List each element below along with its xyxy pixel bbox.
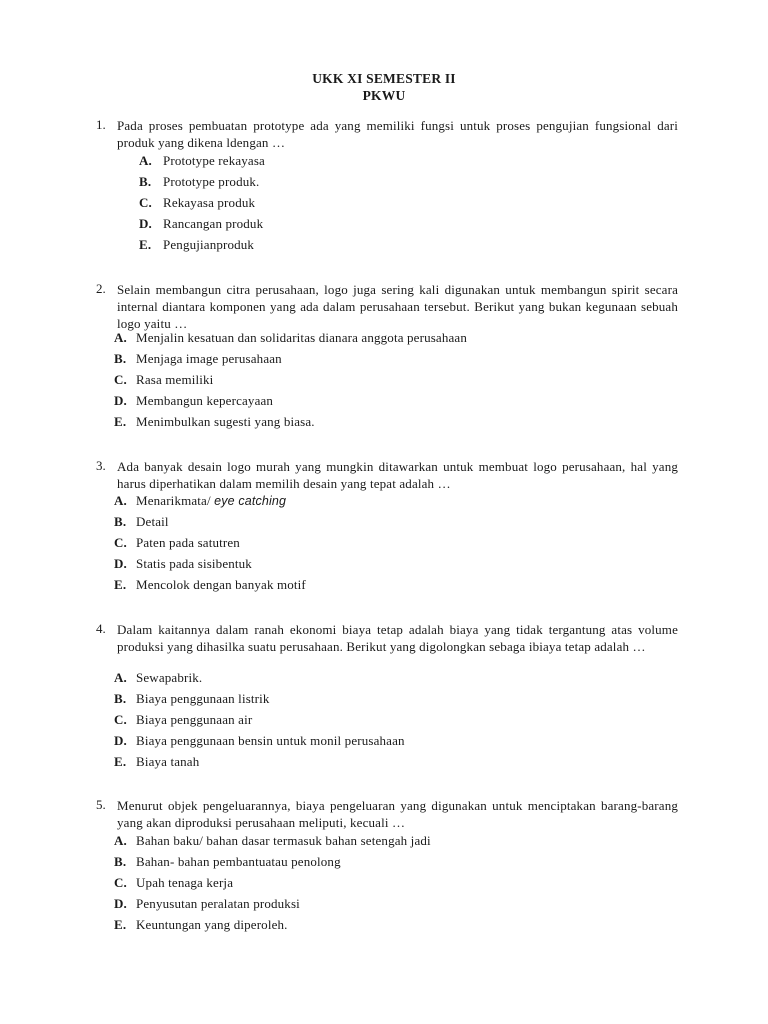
option-text: Menjalin kesatuan dan solidaritas dianara anggota perusahaan (136, 330, 467, 345)
option-letter: E. (114, 917, 127, 932)
option-text: Statis pada sisibentuk (136, 556, 252, 571)
option-letter: A. (114, 493, 127, 508)
question-text: Selain membangun citra perusahaan, logo juga sering kali digunakan untuk membangun spirit secara internal diantara komponen yang ada dalam perusahaan tersebut. Berikut yang bukan kegunaan sebuah logo yaitu … (117, 282, 678, 331)
option-text: Menarikmata/ (136, 493, 215, 508)
option-letter: C. (114, 712, 127, 727)
option-text: Sewapabrik. (136, 670, 203, 685)
option-letter: B. (114, 351, 127, 366)
option-d[interactable] (114, 896, 300, 912)
option-a[interactable] (114, 330, 467, 346)
option-letter: B. (114, 854, 127, 869)
option-e[interactable] (114, 577, 306, 593)
question-text: Dalam kaitannya dalam ranah ekonomi biaya tetap adalah biaya yang tidak tergantung atas volume produksi yang dihasilka suatu perusahaan. Berikut yang digolongkan sebaga ibiaya tetap adalah … (117, 622, 678, 654)
option-a[interactable] (139, 153, 265, 169)
option-b[interactable] (114, 854, 341, 870)
option-text: Detail (136, 514, 169, 529)
option-text: Bahan baku/ bahan dasar termasuk bahan setengah jadi (136, 833, 431, 848)
option-letter: C. (114, 535, 127, 550)
option-letter: A. (139, 153, 152, 168)
option-c[interactable] (114, 712, 252, 728)
option-text: Biaya penggunaan air (136, 712, 253, 727)
option-text-italic: eye catching (214, 494, 287, 508)
option-c[interactable] (114, 372, 213, 388)
option-text: Mencolok dengan banyak motif (136, 577, 306, 592)
option-b[interactable] (139, 174, 259, 190)
option-text: Menjaga image perusahaan (136, 351, 282, 366)
option-c[interactable] (114, 875, 233, 891)
option-letter: D. (114, 556, 127, 571)
exam-title: UKK XI SEMESTER II (312, 71, 456, 86)
option-text: Keuntungan yang diperoleh. (136, 917, 288, 932)
option-text: Upah tenaga kerja (136, 875, 234, 890)
option-text: Rancangan produk (163, 216, 264, 231)
option-letter: E. (114, 414, 127, 429)
option-letter: A. (114, 670, 127, 685)
option-letter: C. (114, 372, 127, 387)
option-b[interactable] (114, 351, 282, 367)
question-number: 2. (96, 281, 106, 296)
option-letter: D. (114, 896, 127, 911)
option-letter: E. (139, 237, 152, 252)
question-text: Ada banyak desain logo murah yang mungkin ditawarkan untuk membuat logo perusahaan, hal yang harus diperhatikan dalam memilih desain yang tepat adalah … (117, 459, 678, 491)
option-letter: C. (139, 195, 152, 210)
option-text: Prototype produk. (163, 174, 260, 189)
option-text: Rekayasa produk (163, 195, 256, 210)
option-d[interactable] (114, 733, 405, 749)
option-b[interactable] (114, 691, 270, 707)
option-a[interactable] (114, 670, 202, 686)
option-e[interactable] (139, 237, 254, 253)
option-letter: D. (114, 393, 127, 408)
option-text: Paten pada satutren (136, 535, 240, 550)
option-d[interactable] (114, 393, 273, 409)
option-text: Penyusutan peralatan produksi (136, 896, 300, 911)
option-text: Biaya penggunaan bensin untuk monil perusahaan (136, 733, 405, 748)
question-text: Pada proses pembuatan prototype ada yang memiliki fungsi untuk proses pengujian fungsional dari produk yang dikena ldengan … (117, 118, 678, 150)
option-e[interactable] (114, 414, 315, 430)
option-text: Prototype rekayasa (163, 153, 265, 168)
option-a[interactable] (114, 493, 286, 509)
option-c[interactable] (139, 195, 255, 211)
option-d[interactable] (114, 556, 252, 572)
option-letter: C. (114, 875, 127, 890)
option-letter: D. (114, 733, 127, 748)
subject-title: PKWU (362, 88, 406, 103)
option-b[interactable] (114, 514, 169, 530)
question-text: Menurut objek pengeluarannya, biaya pengeluaran yang digunakan untuk menciptakan barang-barang yang akan diproduksi perusahaan meliputi, kecuali … (117, 798, 678, 830)
option-letter: A. (114, 833, 127, 848)
option-letter: A. (114, 330, 127, 345)
option-letter: B. (114, 691, 127, 706)
option-d[interactable] (139, 216, 263, 232)
option-letter: E. (114, 577, 127, 592)
option-e[interactable] (114, 754, 199, 770)
option-letter: D. (139, 216, 152, 231)
option-text: Pengujianproduk (163, 237, 255, 252)
option-c[interactable] (114, 535, 240, 551)
option-text: Bahan- bahan pembantuatau penolong (136, 854, 341, 869)
option-letter: E. (114, 754, 127, 769)
question-number: 5. (96, 797, 106, 812)
option-text: Membangun kepercayaan (136, 393, 274, 408)
question-number: 4. (96, 621, 106, 636)
question-number: 1. (96, 117, 106, 132)
option-letter: B. (114, 514, 127, 529)
option-text: Biaya penggunaan listrik (136, 691, 270, 706)
option-text: Rasa memiliki (136, 372, 214, 387)
option-text: Biaya tanah (136, 754, 200, 769)
question-number: 3. (96, 458, 106, 473)
option-letter: B. (139, 174, 152, 189)
option-e[interactable] (114, 917, 288, 933)
option-a[interactable] (114, 833, 431, 849)
option-text: Menimbulkan sugesti yang biasa. (136, 414, 315, 429)
